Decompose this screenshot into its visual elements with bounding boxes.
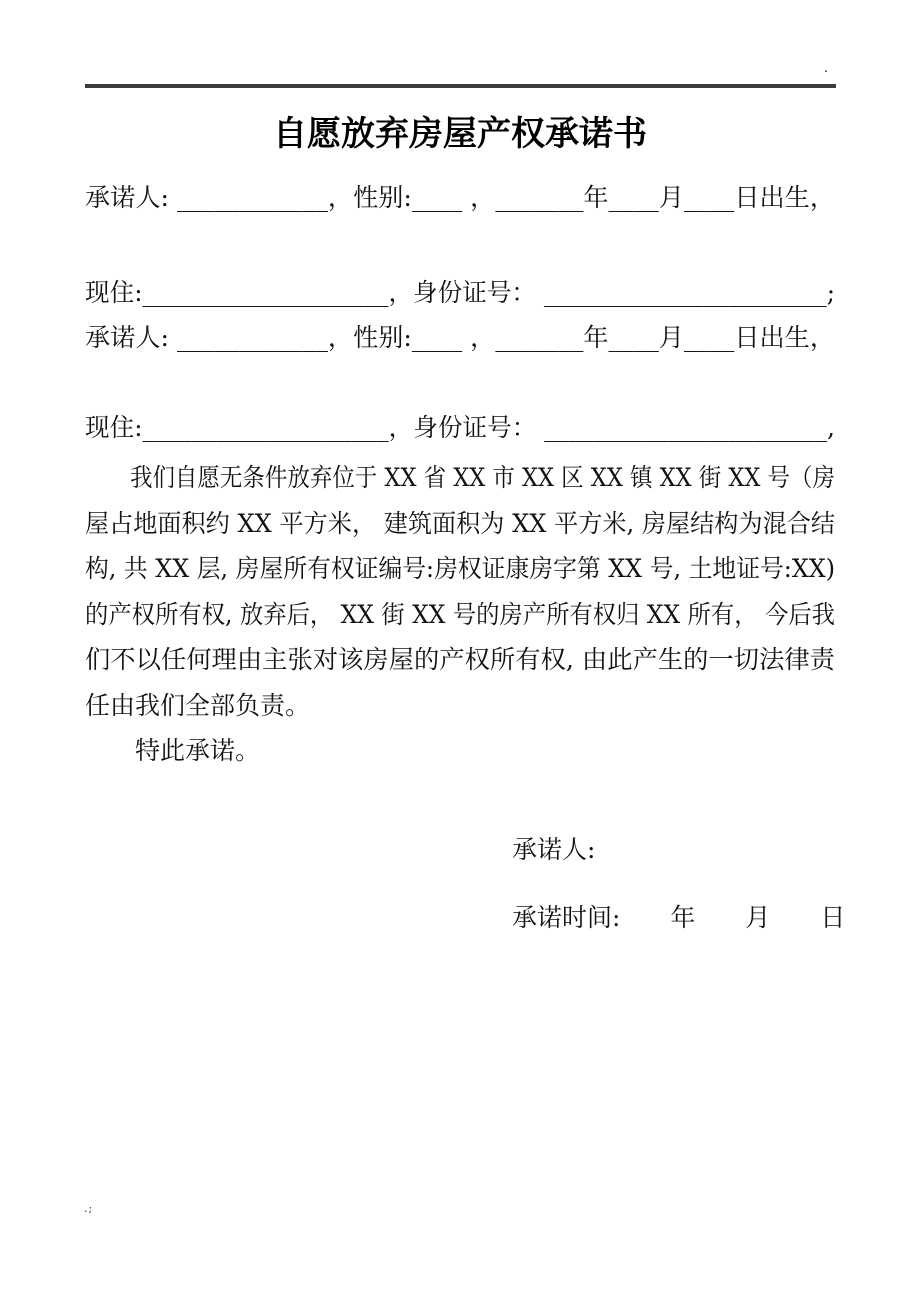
paragraph-line-text: 们不以任何理由主张对该房屋的产权所有权, 由此产生的一切法律责: [85, 645, 835, 674]
signature-name-label: 承诺人:: [512, 834, 596, 864]
form-line-address-2: [85, 405, 835, 450]
document-title: 自愿放弃房屋产权承诺书: [273, 114, 647, 154]
paragraph-line: [85, 546, 835, 592]
form-line-text: 承诺人: ____________，性别:____ ，_______年____月____日出生，: [85, 183, 835, 212]
paragraph-line: [85, 501, 835, 547]
footer-mark: .;: [84, 1202, 94, 1215]
header-dot: .: [824, 61, 829, 76]
signature-date-line: 承诺时间: 年 月 日: [512, 902, 846, 932]
form-line-text: 现住:____________________，身份证号： _______________________;: [85, 278, 835, 307]
signature-block: [85, 827, 846, 940]
form-line-text: 现住:____________________，身份证号： _______________________,: [85, 413, 835, 442]
body-paragraph: [85, 455, 835, 728]
paragraph-line: [85, 592, 835, 638]
paragraph-line: [85, 637, 835, 683]
paragraph-line-text: 我们自愿无条件放弃位于 XX 省 XX 市 XX 区 XX 镇 XX 街 XX 号（房: [129, 463, 835, 492]
paragraph-line-text: 屋占地面积约 XX 平方米， 建筑面积为 XX 平方米, 房屋结构为混合结: [85, 508, 835, 538]
form-line-text: 承诺人: ____________，性别:____ ，_______年____月____日出生，: [85, 323, 835, 352]
closing-line-text: 特此承诺。: [135, 736, 261, 765]
form-line-promisor-1: [85, 175, 835, 220]
form-line-address-1: [85, 270, 835, 315]
paragraph-line: [85, 455, 835, 501]
paragraph-line: [85, 683, 835, 729]
closing-line: [85, 728, 835, 774]
form-line-promisor-2: [85, 315, 835, 360]
paragraph-line-text: 任由我们全部负责。: [85, 690, 311, 720]
paragraph-line-text: 的产权所有权, 放弃后， XX 街 XX 号的房产所有权归 XX 所有， 今后我: [85, 599, 835, 629]
paragraph-line-text: 构, 共 XX 层, 房屋所有权证编号:房权证康房字第 XX 号, 土地证号:XX): [85, 554, 835, 583]
